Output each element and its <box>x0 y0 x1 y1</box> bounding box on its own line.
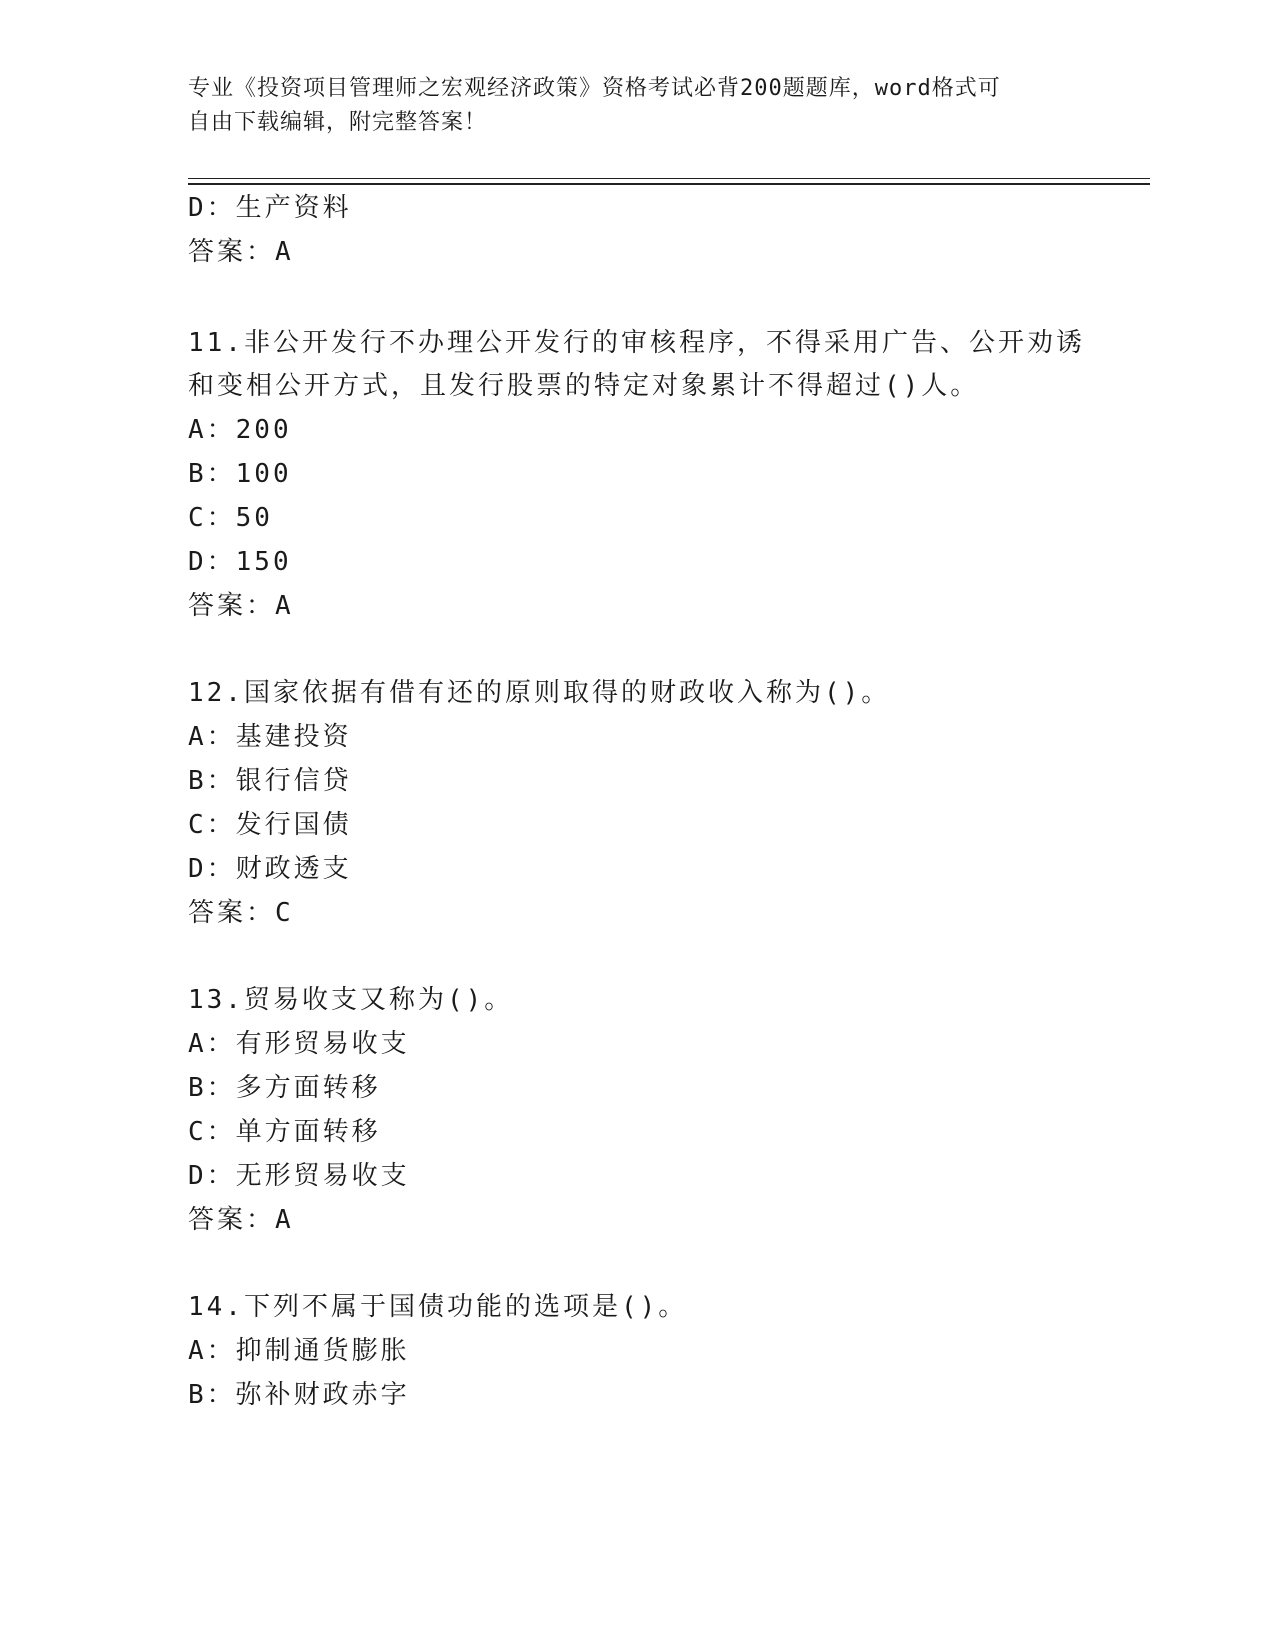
q13-option-d: D：无形贸易收支 <box>188 1161 410 1191</box>
q14-option-b: B：弥补财政赤字 <box>188 1380 410 1410</box>
q14-stem: 14.下列不属于国债功能的选项是()。 <box>188 1292 688 1322</box>
q11-option-d: D：150 <box>188 547 292 577</box>
q14-option-a: A：抑制通货膨胀 <box>188 1336 410 1366</box>
q12-answer: 答案：C <box>188 898 294 928</box>
q13-stem: 13.贸易收支又称为()。 <box>188 985 514 1015</box>
q11-option-c: C：50 <box>188 503 273 533</box>
q12-option-a: A：基建投资 <box>188 722 352 752</box>
q12-option-b: B：银行信贷 <box>188 766 352 796</box>
q12-stem: 12.国家依据有借有还的原则取得的财政收入称为()。 <box>188 678 891 708</box>
header-line-1: 专业《投资项目管理师之宏观经济政策》资格考试必背200题题库，word格式可 <box>188 76 1001 101</box>
q11-stem-line-1: 11.非公开发行不办理公开发行的审核程序，不得采用广告、公开劝诱 <box>188 328 1085 358</box>
header-divider-thin <box>188 178 1150 179</box>
q11-answer: 答案：A <box>188 591 294 621</box>
q13-option-b: B：多方面转移 <box>188 1073 381 1103</box>
header-divider-thick <box>188 183 1150 185</box>
q13-answer: 答案：A <box>188 1205 294 1235</box>
q11-option-b: B：100 <box>188 459 292 489</box>
header-line-2: 自由下载编辑，附完整答案！ <box>188 110 488 135</box>
prev-option-d: D：生产资料 <box>188 193 352 223</box>
q13-option-a: A：有形贸易收支 <box>188 1029 410 1059</box>
prev-answer: 答案：A <box>188 237 294 267</box>
q12-option-d: D：财政透支 <box>188 854 352 884</box>
q13-option-c: C：单方面转移 <box>188 1117 381 1147</box>
document-header <box>188 72 1068 140</box>
q12-option-c: C：发行国债 <box>188 810 352 840</box>
q11-stem-line-2: 和变相公开方式，且发行股票的特定对象累计不得超过()人。 <box>188 371 980 401</box>
q11-option-a: A：200 <box>188 415 292 445</box>
